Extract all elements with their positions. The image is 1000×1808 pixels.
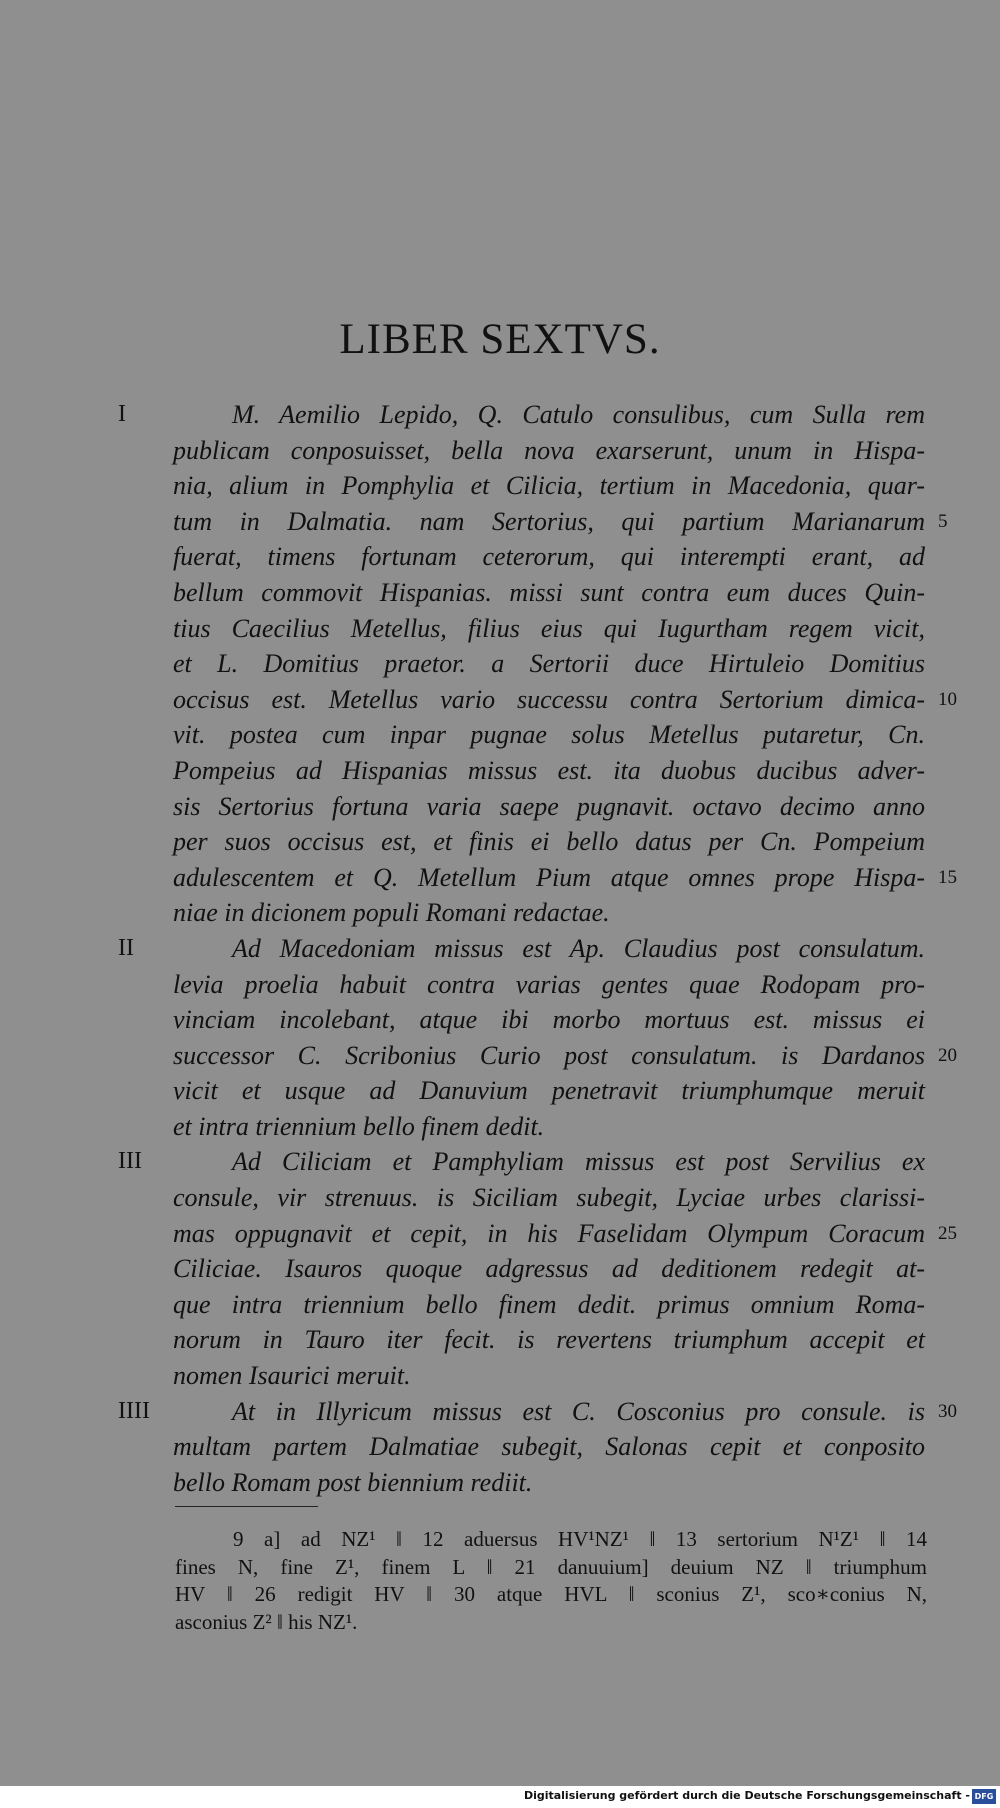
line-text: mas oppugnavit et cepit, in his Faselidam Olympum Coracum — [173, 1218, 925, 1248]
text-line — [0, 717, 1000, 753]
line-text: sis Sertorius fortuna varia saepe pugnavit. octavo decimo anno — [173, 791, 925, 821]
line-text: tum in Dalmatia. nam Sertorius, qui partium Marianarum — [173, 506, 925, 536]
text-line — [0, 682, 1000, 718]
line-text: M. Aemilio Lepido, Q. Catulo consulibus, cum Sulla rem — [232, 400, 925, 429]
page-title: LIBER SEXTVS. — [339, 316, 661, 363]
text-line — [0, 967, 1000, 1003]
text-line — [0, 1073, 1000, 1109]
line-text: et L. Domitius praetor. a Sertorii duce Hirtuleio Domitius — [173, 649, 925, 679]
text-line — [0, 611, 1000, 647]
line-text: fuerat, timens fortunam ceterorum, qui interempti erant, ad — [173, 542, 925, 572]
text-line — [0, 753, 1000, 789]
line-text: norum in Tauro iter fecit. is revertens triumphum accepit et — [173, 1325, 925, 1355]
line-text: et intra triennium bello finem dedit. — [173, 1111, 545, 1141]
text-line — [0, 539, 1000, 575]
dfg-logo-icon: DFG — [972, 1789, 996, 1804]
line-text: adulescentem et Q. Metellum Pium atque omnes prope Hispa- — [173, 862, 925, 892]
line-text: que intra triennium bello finem dedit. primus omnium Roma- — [173, 1289, 925, 1319]
main-text — [0, 397, 1000, 1500]
line-text: bello Romam post biennium rediit. — [173, 1467, 533, 1497]
text-line — [0, 504, 1000, 540]
text-line — [0, 1180, 1000, 1216]
text-line — [0, 860, 1000, 896]
text-line — [0, 1394, 1000, 1430]
line-text: At in Illyricum missus est C. Cosconius pro consule. is — [232, 1396, 925, 1426]
section-number: I — [118, 401, 126, 427]
line-text: multam partem Dalmatiae subegit, Salonas cepit et conposito — [173, 1432, 925, 1462]
text-line — [0, 1322, 1000, 1358]
line-text: Ciliciae. Isauros quoque adgressus ad deditionem redegit at- — [173, 1254, 925, 1284]
footnote-rule — [175, 1506, 318, 1507]
text-line — [0, 468, 1000, 504]
line-text: Ad Macedoniam missus est Ap. Claudius post consulatum. — [232, 933, 925, 963]
text-line — [0, 1287, 1000, 1323]
line-number: 5 — [938, 510, 948, 532]
footer-bar — [0, 1786, 1000, 1808]
line-text: bellum commovit Hispanias. missi sunt contra eum duces Quin- — [173, 577, 925, 607]
text-line — [0, 1109, 1000, 1145]
footnote-line: HV ‖ 26 redigit HV ‖ 30 atque HVL ‖ sconius Z¹, sco∗conius N, — [175, 1582, 927, 1606]
line-text: nomen Isaurici meruit. — [173, 1361, 411, 1391]
line-text: per suos occisus est, et finis ei bello datus per Cn. Pompeium — [173, 827, 925, 857]
line-text: occisus est. Metellus vario successu contra Sertorium dimica- — [173, 684, 925, 714]
text-line — [0, 1002, 1000, 1038]
line-text: vicit et usque ad Danuvium penetravit triumphumque meruit — [173, 1076, 925, 1106]
line-text: nia, alium in Pomphylia et Cilicia, tertium in Macedonia, quar- — [173, 471, 925, 501]
line-text: vinciam incolebant, atque ibi morbo mortuus est. missus ei — [173, 1005, 925, 1035]
text-line — [0, 1358, 1000, 1394]
line-number: 15 — [938, 866, 957, 888]
footer-credit: Digitalisierung gefördert durch die Deutsche Forschungsgemeinschaft - — [523, 1789, 970, 1802]
text-line — [0, 824, 1000, 860]
text-line — [0, 646, 1000, 682]
footnote-line: asconius Z² ‖ his NZ¹. — [175, 1609, 358, 1634]
line-number: 20 — [938, 1044, 957, 1066]
text-line — [0, 895, 1000, 931]
line-text: vit. postea cum inpar pugnae solus Metellus putaretur, Cn. — [173, 720, 925, 750]
line-text: niae in dicionem populi Romani redactae. — [173, 898, 610, 928]
text-line — [0, 1465, 1000, 1501]
text-line — [0, 1038, 1000, 1074]
text-line — [0, 789, 1000, 825]
text-line — [0, 1216, 1000, 1252]
line-text: publicam conposuisset, bella nova exarserunt, unum in Hispa- — [173, 435, 925, 465]
section-number: III — [118, 1148, 142, 1175]
line-text: Ad Ciliciam et Pamphyliam missus est post Servilius ex — [232, 1147, 925, 1177]
line-text: tius Caecilius Metellus, filius eius qui Iugurtham regem vicit, — [173, 613, 925, 643]
line-text: levia proelia habuit contra varias gentes quae Rodopam pro- — [173, 969, 925, 999]
text-line — [0, 433, 1000, 469]
critical-apparatus — [175, 1526, 927, 1636]
line-number: 10 — [938, 688, 957, 710]
footnote-line: fines N, fine Z¹, finem L ‖ 21 danuuium] deuium NZ ‖ triumphum — [175, 1554, 927, 1579]
text-line — [0, 1429, 1000, 1465]
section-number: II — [118, 934, 134, 961]
line-number: 30 — [938, 1400, 957, 1422]
line-number: 25 — [938, 1222, 957, 1244]
text-line — [0, 397, 1000, 433]
footnote-line: 9 a] ad NZ¹ ‖ 12 aduersus HV¹NZ¹ ‖ 13 sertorium N¹Z¹ ‖ 14 — [233, 1527, 927, 1551]
text-line — [0, 1144, 1000, 1180]
line-text: Pompeius ad Hispanias missus est. ita duobus ducibus adver- — [173, 755, 925, 785]
line-text: consule, vir strenuus. is Siciliam subegit, Lyciae urbes clarissi- — [173, 1183, 925, 1213]
line-text: successor C. Scribonius Curio post consulatum. is Dardanos — [173, 1040, 925, 1070]
text-line — [0, 575, 1000, 611]
text-line — [0, 931, 1000, 967]
text-line — [0, 1251, 1000, 1287]
section-number: IIII — [118, 1397, 150, 1424]
